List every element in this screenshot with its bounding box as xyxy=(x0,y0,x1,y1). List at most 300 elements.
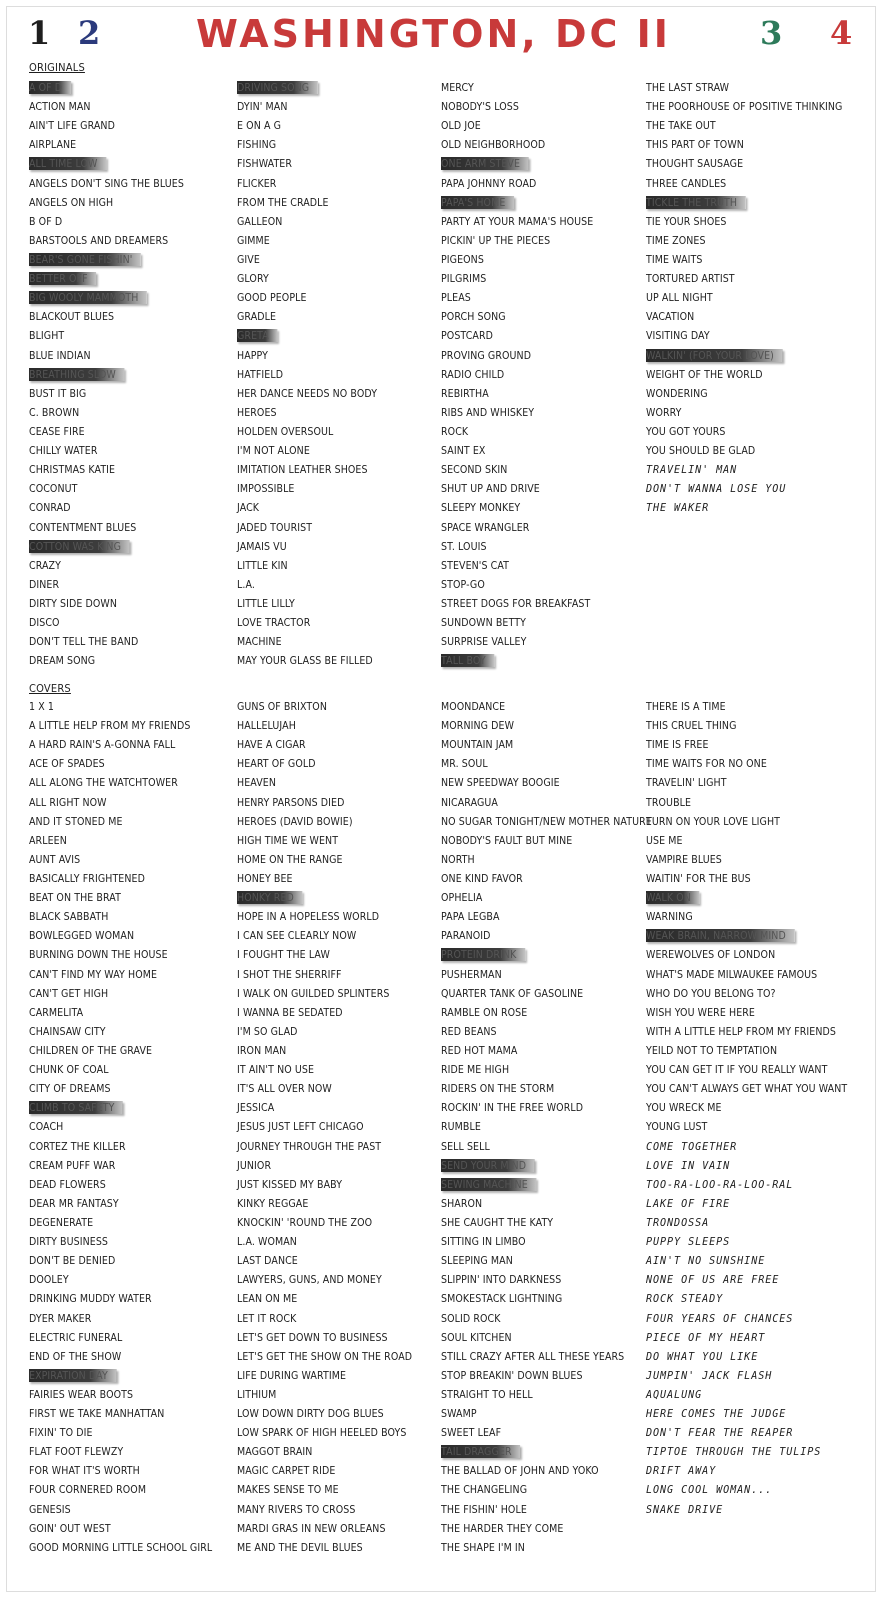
original-song-item: ANGELS ON HIGH xyxy=(29,195,114,209)
original-song-item: WALKIN' (FOR YOUR LOVE) xyxy=(646,346,818,365)
originals-column-2 xyxy=(237,78,437,670)
original-song-item: BUST IT BIG xyxy=(29,386,87,400)
original-song-item: SURPRISE VALLEY xyxy=(441,635,527,649)
original-song-item: THE TAKE OUT xyxy=(646,119,716,133)
original-song-item: PARTY AT YOUR MAMA'S HOUSE xyxy=(441,214,594,228)
original-song-item: BARSTOOLS AND DREAMERS xyxy=(29,233,169,247)
original-song-item: YOU GOT YOURS xyxy=(646,424,726,438)
cover-song-item: PROTEIN DRINK xyxy=(441,945,613,964)
covers-column-2 xyxy=(237,697,437,1557)
cover-song-item: AND IT STONED ME xyxy=(29,814,123,828)
original-song-item: PLEAS xyxy=(441,291,471,305)
original-song-item: RADIO CHILD xyxy=(441,367,505,381)
original-song-item: LOVE TRACTOR xyxy=(237,616,311,630)
original-song-item: ROCK xyxy=(441,424,469,438)
cover-song-item: IT AIN'T NO USE xyxy=(237,1063,315,1077)
cover-song-item: TAIL DRAGGER xyxy=(441,1442,613,1461)
original-song-item: PIGEONS xyxy=(441,252,484,266)
cover-song-item: TRAVELIN' LIGHT xyxy=(646,776,727,790)
original-song-item: NOBODY'S LOSS xyxy=(441,100,519,114)
originals-column-3 xyxy=(441,78,641,670)
original-song-item: IMITATION LEATHER SHOES xyxy=(237,463,368,477)
original-song-item: TRAVELIN' MAN xyxy=(646,463,738,477)
cover-song-item: HALLELUJAH xyxy=(237,719,296,733)
original-song-item: THE WAKER xyxy=(646,501,710,515)
original-song-item: BEAR'S GONE FISHIN' xyxy=(29,250,201,269)
cover-song-item: FIXIN' TO DIE xyxy=(29,1426,93,1440)
original-song-item: TICKLE THE TRUTH xyxy=(646,193,818,212)
cover-song-item: SWAMP xyxy=(441,1407,477,1421)
cover-song-item: L.A. WOMAN xyxy=(237,1235,297,1249)
cover-song-item: SNAKE DRIVE xyxy=(646,1502,724,1516)
cover-song-item: NO SUGAR TONIGHT/NEW MOTHER NATURE xyxy=(441,814,652,828)
cover-song-item: FIRST WE TAKE MANHATTAN xyxy=(29,1407,165,1421)
original-song-item: GRETA xyxy=(237,326,409,345)
cover-song-item: SOLID ROCK xyxy=(441,1311,501,1325)
cover-song-item: RUMBLE xyxy=(441,1120,481,1134)
cover-song-item: I SHOT THE SHERRIFF xyxy=(237,967,342,981)
cover-song-item: NOBODY'S FAULT BUT MINE xyxy=(441,833,573,847)
cover-song-item: TURN ON YOUR LOVE LIGHT xyxy=(646,814,781,828)
original-song-item: DIRTY SIDE DOWN xyxy=(29,596,118,610)
original-song-item: CHRISTMAS KATIE xyxy=(29,463,116,477)
original-song-item: LITTLE LILLY xyxy=(237,596,295,610)
cover-song-item: CITY OF DREAMS xyxy=(29,1082,111,1096)
cover-song-item: I WALK ON GUILDED SPLINTERS xyxy=(237,986,390,1000)
original-song-item: HEROES xyxy=(237,405,277,419)
cover-song-item: LIFE DURING WARTIME xyxy=(237,1368,347,1382)
cover-song-item: HEART OF GOLD xyxy=(237,757,316,771)
original-song-item: SECOND SKIN xyxy=(441,463,508,477)
originals-column-4 xyxy=(646,78,846,518)
original-song-item: IMPOSSIBLE xyxy=(237,482,295,496)
cover-song-item: DEAR MR FANTASY xyxy=(29,1196,119,1210)
original-song-item: PICKIN' UP THE PIECES xyxy=(441,233,551,247)
cover-song-item: CORTEZ THE KILLER xyxy=(29,1139,126,1153)
original-song-item: LITTLE KIN xyxy=(237,558,288,572)
original-song-item: HATFIELD xyxy=(237,367,284,381)
original-song-item: UP ALL NIGHT xyxy=(646,291,713,305)
original-song-item: ALL TIME LOW xyxy=(29,154,201,173)
cover-song-item: SMOKESTACK LIGHTNING xyxy=(441,1292,563,1306)
cover-song-item: COACH xyxy=(29,1120,64,1134)
original-song-item: BIG WOOLY MAMMOTH xyxy=(29,288,201,307)
original-song-item: JACK xyxy=(237,501,260,515)
original-song-item: YOU SHOULD BE GLAD xyxy=(646,444,756,458)
original-song-item: FISHWATER xyxy=(237,157,293,171)
cover-song-item: PAPA LEGBA xyxy=(441,910,500,924)
cover-song-item: MAGGOT BRAIN xyxy=(237,1445,313,1459)
cover-song-item: LITHIUM xyxy=(237,1387,277,1401)
cover-song-item: QUARTER TANK OF GASOLINE xyxy=(441,986,584,1000)
original-song-item: THOUGHT SAUSAGE xyxy=(646,157,744,171)
cover-song-item: HONEY BEE xyxy=(237,871,293,885)
original-song-item: WONDERING xyxy=(646,386,708,400)
original-song-item: ST. LOUIS xyxy=(441,539,487,553)
original-song-item: COCONUT xyxy=(29,482,78,496)
original-song-item: GIMME xyxy=(237,233,270,247)
cover-song-item: END OF THE SHOW xyxy=(29,1349,122,1363)
cover-song-item: JUST KISSED MY BABY xyxy=(237,1177,343,1191)
original-song-item: DREAM SONG xyxy=(29,654,96,668)
cover-song-item: RAMBLE ON ROSE xyxy=(441,1005,528,1019)
original-song-item: PAPA'S HOME xyxy=(441,193,613,212)
original-song-item: PILGRIMS xyxy=(441,272,487,286)
original-song-item: TIE YOUR SHOES xyxy=(646,214,727,228)
cover-song-item: GUNS OF BRIXTON xyxy=(237,700,328,713)
cover-song-item: SLEEPING MAN xyxy=(441,1254,513,1268)
cover-song-item: ROCK STEADY xyxy=(646,1292,724,1306)
cover-song-item: HEROES (DAVID BOWIE) xyxy=(237,814,353,828)
cover-song-item: HONKY RED xyxy=(237,888,409,907)
cover-song-item: LET'S GET DOWN TO BUSINESS xyxy=(237,1330,388,1344)
cover-song-item: OPHELIA xyxy=(441,891,483,905)
cover-song-item: THE CHANGELING xyxy=(441,1483,528,1497)
cover-song-item: WHO DO YOU BELONG TO? xyxy=(646,986,776,1000)
cover-song-item: LAWYERS, GUNS, AND MONEY xyxy=(237,1273,382,1287)
original-song-item: COTTON WAS KING xyxy=(29,537,201,556)
cover-song-item: MOUNTAIN JAM xyxy=(441,738,514,752)
original-song-item: SUNDOWN BETTY xyxy=(441,616,526,630)
cover-song-item: CHUNK OF COAL xyxy=(29,1063,109,1077)
cover-song-item: JUNIOR xyxy=(237,1158,272,1172)
original-song-item: GLORY xyxy=(237,272,269,286)
original-song-item: TALL BOY xyxy=(441,651,613,670)
original-song-item: BLACKOUT BLUES xyxy=(29,310,115,324)
cover-song-item: DON'T BE DENIED xyxy=(29,1254,116,1268)
cover-song-item: SEWING MACHINE xyxy=(441,1175,613,1194)
title-row xyxy=(0,0,884,60)
cover-song-item: DO WHAT YOU LIKE xyxy=(646,1349,759,1363)
original-song-item: GALLEON xyxy=(237,214,283,228)
cover-song-item: LOW SPARK OF HIGH HEELED BOYS xyxy=(237,1426,407,1440)
cover-song-item: GOOD MORNING LITTLE SCHOOL GIRL xyxy=(29,1540,213,1554)
original-song-item: CONRAD xyxy=(29,501,71,515)
cover-song-item: CAN'T GET HIGH xyxy=(29,986,109,1000)
original-song-item: DISCO xyxy=(29,616,60,630)
cover-song-item: LOVE IN VAIN xyxy=(646,1158,731,1172)
cover-song-item: LONG COOL WOMAN... xyxy=(646,1483,773,1497)
cover-song-item: FLAT FOOT FLEWZY xyxy=(29,1445,124,1459)
covers-column-1 xyxy=(29,697,229,1557)
cover-song-item: WALK ON xyxy=(646,888,818,907)
cover-song-item: HOME ON THE RANGE xyxy=(237,852,343,866)
original-song-item: VACATION xyxy=(646,310,695,324)
cover-song-item: CLIMB TO SAFETY xyxy=(29,1098,201,1117)
cover-song-item: TOO-RA-LOO-RA-LOO-RAL xyxy=(646,1177,794,1191)
cover-song-item: JOURNEY THROUGH THE PAST xyxy=(237,1139,382,1153)
original-song-item: DRIVING SONG xyxy=(237,78,409,97)
cover-song-item: PIECE OF MY HEART xyxy=(646,1330,766,1344)
cover-song-item: BLACK SABBATH xyxy=(29,910,109,924)
cover-song-item: RED HOT MAMA xyxy=(441,1043,518,1057)
cover-song-item: STILL CRAZY AFTER ALL THESE YEARS xyxy=(441,1349,625,1363)
original-song-item: FLICKER xyxy=(237,176,277,190)
number-4: 4 xyxy=(830,14,853,52)
cover-song-item: HENRY PARSONS DIED xyxy=(237,795,345,809)
cover-song-item: KNOCKIN' 'ROUND THE ZOO xyxy=(237,1215,373,1229)
original-song-item: B OF D xyxy=(29,214,63,228)
cover-song-item: LET'S GET THE SHOW ON THE ROAD xyxy=(237,1349,413,1363)
original-song-item: AIN'T LIFE GRAND xyxy=(29,119,115,133)
cover-song-item: THIS CRUEL THING xyxy=(646,719,737,733)
cover-song-item: LOW DOWN DIRTY DOG BLUES xyxy=(237,1407,384,1421)
original-song-item: MERCY xyxy=(441,81,474,94)
original-song-item: MAY YOUR GLASS BE FILLED xyxy=(237,654,373,668)
cover-song-item: SEND YOUR MIND xyxy=(441,1156,613,1175)
original-song-item: STEVEN'S CAT xyxy=(441,558,510,572)
original-song-item: HOLDEN OVERSOUL xyxy=(237,424,334,438)
cover-song-item: TIME IS FREE xyxy=(646,738,709,752)
cover-song-item: HOPE IN A HOPELESS WORLD xyxy=(237,910,380,924)
original-song-item: STREET DOGS FOR BREAKFAST xyxy=(441,596,591,610)
original-song-item: SHUT UP AND DRIVE xyxy=(441,482,540,496)
cover-song-item: TROUBLE xyxy=(646,795,692,809)
original-song-item: THE POORHOUSE OF POSITIVE THINKING xyxy=(646,100,843,114)
original-song-item: WEIGHT OF THE WORLD xyxy=(646,367,763,381)
cover-song-item: FOUR CORNERED ROOM xyxy=(29,1483,147,1497)
cover-song-item: SOUL KITCHEN xyxy=(441,1330,512,1344)
cover-song-item: WARNING xyxy=(646,910,693,924)
cover-song-item: THERE IS A TIME xyxy=(646,700,726,713)
cover-song-item: COME TOGETHER xyxy=(646,1139,738,1153)
original-song-item: OLD NEIGHBORHOOD xyxy=(441,138,546,152)
covers-heading: COVERS xyxy=(29,682,71,695)
cover-song-item: GENESIS xyxy=(29,1502,71,1516)
cover-song-item: MAKES SENSE TO ME xyxy=(237,1483,339,1497)
original-song-item: STOP-GO xyxy=(441,577,485,591)
cover-song-item: EXPIRATION DAY xyxy=(29,1366,201,1385)
cover-song-item: THE HARDER THEY COME xyxy=(441,1521,564,1535)
cover-song-item: ONE KIND FAVOR xyxy=(441,871,523,885)
cover-song-item: PUPPY SLEEPS xyxy=(646,1235,731,1249)
cover-song-item: ME AND THE DEVIL BLUES xyxy=(237,1540,363,1554)
cover-song-item: A HARD RAIN'S A-GONNA FALL xyxy=(29,738,176,752)
cover-song-item: ARLEEN xyxy=(29,833,67,847)
original-song-item: CRAZY xyxy=(29,558,61,572)
cover-song-item: PARANOID xyxy=(441,929,491,943)
cover-song-item: ACE OF SPADES xyxy=(29,757,105,771)
cover-song-item: KINKY REGGAE xyxy=(237,1196,309,1210)
cover-song-item: RED BEANS xyxy=(441,1024,497,1038)
cover-song-item: NICARAGUA xyxy=(441,795,498,809)
cover-song-item: LEAN ON ME xyxy=(237,1292,298,1306)
cover-song-item: USE ME xyxy=(646,833,683,847)
cover-song-item: CARMELITA xyxy=(29,1005,84,1019)
cover-song-item: BASICALLY FRIGHTENED xyxy=(29,871,145,885)
original-song-item: WORRY xyxy=(646,405,682,419)
original-song-item: JADED TOURIST xyxy=(237,520,313,534)
original-song-item: REBIRTHA xyxy=(441,386,489,400)
cover-song-item: I CAN SEE CLEARLY NOW xyxy=(237,929,357,943)
original-song-item: HER DANCE NEEDS NO BODY xyxy=(237,386,378,400)
cover-song-item: STRAIGHT TO HELL xyxy=(441,1387,533,1401)
cover-song-item: DEAD FLOWERS xyxy=(29,1177,106,1191)
cover-song-item: LAST DANCE xyxy=(237,1254,298,1268)
cover-song-item: AQUALUNG xyxy=(646,1387,703,1401)
cover-song-item: CHAINSAW CITY xyxy=(29,1024,106,1038)
cover-song-item: NONE OF US ARE FREE xyxy=(646,1273,780,1287)
original-song-item: TIME WAITS xyxy=(646,252,703,266)
cover-song-item: FOR WHAT IT'S WORTH xyxy=(29,1464,140,1478)
original-song-item: SPACE WRANGLER xyxy=(441,520,530,534)
cover-song-item: ALL RIGHT NOW xyxy=(29,795,107,809)
originals-heading: ORIGINALS xyxy=(29,61,85,74)
cover-song-item: LAKE OF FIRE xyxy=(646,1196,731,1210)
cover-song-item: JUMPIN' JACK FLASH xyxy=(646,1368,773,1382)
cover-song-item: CAN'T FIND MY WAY HOME xyxy=(29,967,158,981)
cover-song-item: RIDE ME HIGH xyxy=(441,1063,510,1077)
cover-song-item: ALL ALONG THE WATCHTOWER xyxy=(29,776,178,790)
original-song-item: TORTURED ARTIST xyxy=(646,272,735,286)
original-song-item: DYIN' MAN xyxy=(237,100,288,114)
number-2: 2 xyxy=(78,14,101,52)
cover-song-item: YOU CAN GET IT IF YOU REALLY WANT xyxy=(646,1063,828,1077)
original-song-item: THIS PART OF TOWN xyxy=(646,138,744,152)
cover-song-item: VAMPIRE BLUES xyxy=(646,852,722,866)
original-song-item: FISHING xyxy=(237,138,277,152)
original-song-item: SLEEPY MONKEY xyxy=(441,501,521,515)
original-song-item: DON'T WANNA LOSE YOU xyxy=(646,482,787,496)
cover-song-item: IT'S ALL OVER NOW xyxy=(237,1082,332,1096)
original-song-item: SAINT EX xyxy=(441,444,486,458)
cover-song-item: YEILD NOT TO TEMPTATION xyxy=(646,1043,778,1057)
cover-song-item: NEW SPEEDWAY BOOGIE xyxy=(441,776,560,790)
cover-song-item: WISH YOU WERE HERE xyxy=(646,1005,755,1019)
original-song-item: CHILLY WATER xyxy=(29,444,98,458)
original-song-item: PAPA JOHNNY ROAD xyxy=(441,176,537,190)
original-song-item: BREATHING SLOW xyxy=(29,365,201,384)
original-song-item: ANGELS DON'T SING THE BLUES xyxy=(29,176,184,190)
cover-song-item: RIDERS ON THE STORM xyxy=(441,1082,555,1096)
cover-song-item: MR. SOUL xyxy=(441,757,488,771)
cover-song-item: IRON MAN xyxy=(237,1043,287,1057)
cover-song-item: NORTH xyxy=(441,852,475,866)
cover-song-item: SHE CAUGHT THE KATY xyxy=(441,1215,554,1229)
original-song-item: THREE CANDLES xyxy=(646,176,727,190)
cover-song-item: YOUNG LUST xyxy=(646,1120,708,1134)
cover-song-item: BURNING DOWN THE HOUSE xyxy=(29,948,168,962)
cover-song-item: A LITTLE HELP FROM MY FRIENDS xyxy=(29,719,191,733)
original-song-item: ONE ARM STEVE xyxy=(441,154,613,173)
original-song-item: CEASE FIRE xyxy=(29,424,85,438)
cover-song-item: MANY RIVERS TO CROSS xyxy=(237,1502,356,1516)
cover-song-item: AUNT AVIS xyxy=(29,852,81,866)
cover-song-item: DIRTY BUSINESS xyxy=(29,1235,109,1249)
original-song-item: FROM THE CRADLE xyxy=(237,195,329,209)
cover-song-item: MOONDANCE xyxy=(441,700,506,713)
cover-song-item: MORNING DEW xyxy=(441,719,515,733)
cover-song-item: DOOLEY xyxy=(29,1273,69,1287)
original-song-item: JAMAIS VU xyxy=(237,539,287,553)
cover-song-item: THE BALLAD OF JOHN AND YOKO xyxy=(441,1464,599,1478)
cover-song-item: SWEET LEAF xyxy=(441,1426,502,1440)
original-song-item: PORCH SONG xyxy=(441,310,506,324)
cover-song-item: WITH A LITTLE HELP FROM MY FRIENDS xyxy=(646,1024,836,1038)
cover-song-item: GOIN' OUT WEST xyxy=(29,1521,111,1535)
cover-song-item: DON'T FEAR THE REAPER xyxy=(646,1426,794,1440)
original-song-item: POSTCARD xyxy=(441,329,494,343)
original-song-item: A OF D xyxy=(29,78,201,97)
original-song-item: AIRPLANE xyxy=(29,138,77,152)
original-song-item: RIBS AND WHISKEY xyxy=(441,405,535,419)
cover-song-item: AIN'T NO SUNSHINE xyxy=(646,1254,766,1268)
cover-song-item: THE SHAPE I'M IN xyxy=(441,1540,525,1554)
cover-song-item: HEAVEN xyxy=(237,776,277,790)
cover-song-item: SELL SELL xyxy=(441,1139,490,1153)
cover-song-item: STOP BREAKIN' DOWN BLUES xyxy=(441,1368,583,1382)
originals-column-1 xyxy=(29,78,229,670)
cover-song-item: PUSHERMAN xyxy=(441,967,502,981)
number-3: 3 xyxy=(760,14,783,52)
original-song-item: GOOD PEOPLE xyxy=(237,291,307,305)
cover-song-item: DRINKING MUDDY WATER xyxy=(29,1292,152,1306)
original-song-item: I'M NOT ALONE xyxy=(237,444,310,458)
cover-song-item: LET IT ROCK xyxy=(237,1311,297,1325)
original-song-item: VISITING DAY xyxy=(646,329,710,343)
cover-song-item: I FOUGHT THE LAW xyxy=(237,948,330,962)
cover-song-item: FAIRIES WEAR BOOTS xyxy=(29,1387,134,1401)
cover-song-item: FOUR YEARS OF CHANCES xyxy=(646,1311,794,1325)
cover-song-item: 1 X 1 xyxy=(29,700,54,713)
cover-song-item: DRIFT AWAY xyxy=(646,1464,717,1478)
cover-song-item: WHAT'S MADE MILWAUKEE FAMOUS xyxy=(646,967,818,981)
cover-song-item: I WANNA BE SEDATED xyxy=(237,1005,343,1019)
cover-song-item: TIME WAITS FOR NO ONE xyxy=(646,757,767,771)
cover-song-item: YOU WRECK ME xyxy=(646,1101,722,1115)
cover-song-item: TIPTOE THROUGH THE TULIPS xyxy=(646,1445,822,1459)
cover-song-item: BEAT ON THE BRAT xyxy=(29,891,121,905)
original-song-item: OLD JOE xyxy=(441,119,481,133)
original-song-item: L.A. xyxy=(237,577,255,591)
cover-song-item: MAGIC CARPET RIDE xyxy=(237,1464,336,1478)
original-song-item: MACHINE xyxy=(237,635,282,649)
original-song-item: BETTER OFF xyxy=(29,269,201,288)
original-song-item: C. BROWN xyxy=(29,405,80,419)
cover-song-item: THE FISHIN' HOLE xyxy=(441,1502,527,1516)
cover-song-item: MARDI GRAS IN NEW ORLEANS xyxy=(237,1521,386,1535)
original-song-item: BLUE INDIAN xyxy=(29,348,91,362)
covers-column-3 xyxy=(441,697,652,1557)
covers-column-4 xyxy=(646,697,846,1519)
cover-song-item: CREAM PUFF WAR xyxy=(29,1158,116,1172)
cover-song-item: HERE COMES THE JUDGE xyxy=(646,1407,787,1421)
cover-song-item: ROCKIN' IN THE FREE WORLD xyxy=(441,1101,584,1115)
original-song-item: GIVE xyxy=(237,252,260,266)
original-song-item: DINER xyxy=(29,577,60,591)
cover-song-item: HIGH TIME WE WENT xyxy=(237,833,339,847)
cover-song-item: HAVE A CIGAR xyxy=(237,738,306,752)
cover-song-item: SITTING IN LIMBO xyxy=(441,1235,526,1249)
original-song-item: E ON A G xyxy=(237,119,282,133)
page-title: WASHINGTON, DC II xyxy=(196,12,671,56)
cover-song-item: ELECTRIC FUNERAL xyxy=(29,1330,123,1344)
cover-song-item: DYER MAKER xyxy=(29,1311,92,1325)
cover-song-item: BOWLEGGED WOMAN xyxy=(29,929,135,943)
original-song-item: CONTENTMENT BLUES xyxy=(29,520,137,534)
original-song-item: DON'T TELL THE BAND xyxy=(29,635,139,649)
cover-song-item: DEGENERATE xyxy=(29,1215,94,1229)
number-1: 1 xyxy=(28,14,51,52)
cover-song-item: SHARON xyxy=(441,1196,483,1210)
cover-song-item: CHILDREN OF THE GRAVE xyxy=(29,1043,153,1057)
cover-song-item: I'M SO GLAD xyxy=(237,1024,298,1038)
cover-song-item: JESUS JUST LEFT CHICAGO xyxy=(237,1120,364,1134)
original-song-item: TIME ZONES xyxy=(646,233,706,247)
original-song-item: ACTION MAN xyxy=(29,100,91,114)
original-song-item: GRADLE xyxy=(237,310,277,324)
original-song-item: HAPPY xyxy=(237,348,269,362)
